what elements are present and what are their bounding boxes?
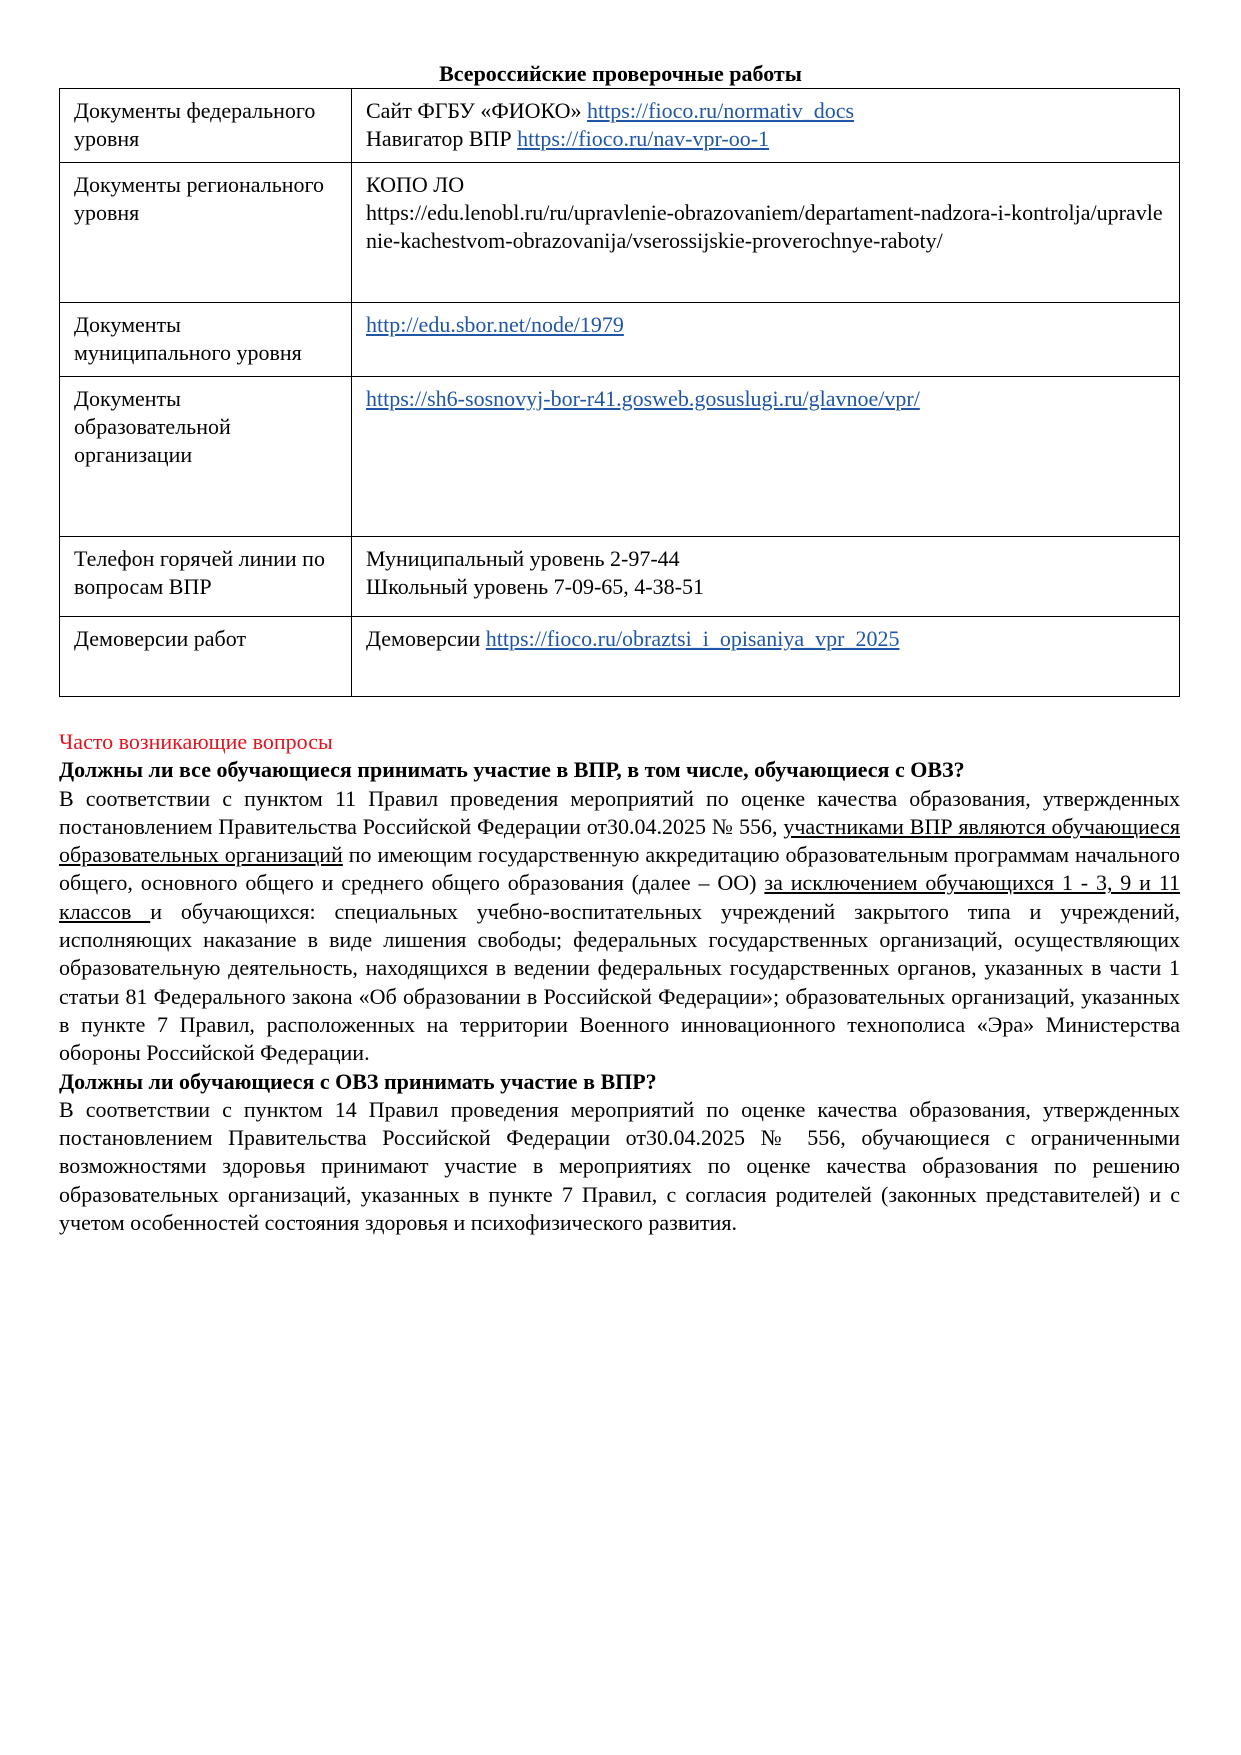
row-content — [352, 163, 1180, 303]
faq-question-1: Должны ли все обучающиеся принимать участие в ВПР, в том числе, обучающиеся с ОВЗ? — [59, 757, 965, 783]
table-row-federal — [60, 89, 1180, 163]
faq-answer-1: В соответствии с пунктом 11 Правил проведения мероприятий по оценке качества образования, утвержденных постановлением Правительства Российской Федерации от30.04.2025 № 556, участниками ВПР являются обучающиеся образовательных организаций по имеющим государственную аккредитацию образовательным программам начального общего, основного общего и среднего общего образования (далее – ОО) за исключением обучающихся 1 - 3, 9 и 11 классов и обучающихся: специальных учебно-воспитательных учреждений закрытого типа и учреждений, исполняющих наказание в виде лишения свободы; федеральных государственных организаций, осуществляющих образовательную деятельность, находящихся в ведении федеральных государственных органов, указанных в части 1 статьи 81 Федерального закона «Об образовании в Российской Федерации»; образовательных организаций, указанных в пункте 7 Правил, расположенных на территории Военного инновационного технополиса «Эра» Министерства обороны Российской Федерации. — [59, 785, 1180, 1066]
row-content — [352, 303, 1180, 377]
school-docs-link[interactable]: https://sh6-sosnovyj-bor-r41.gosweb.gosuslugi.ru/glavnoe/vpr/ — [366, 386, 920, 411]
row-label: Документы муниципального уровня — [60, 303, 352, 377]
row-label: Демоверсии работ — [60, 617, 352, 697]
content-line: КОПО ЛО — [366, 172, 465, 197]
content-line: Навигатор ВПР https://fioco.ru/nav-vpr-oo-1 — [366, 126, 770, 151]
content-line: Сайт ФГБУ «ФИОКО» https://fioco.ru/normativ_docs — [366, 98, 855, 123]
content-line: Школьный уровень 7-09-65, 4-38-51 — [366, 574, 704, 599]
faq-section — [59, 728, 1180, 1237]
row-label: Документы федерального уровня — [60, 89, 352, 163]
content-line: Муниципальный уровень 2-97-44 — [366, 546, 680, 571]
faq-answer-2: В соответствии с пунктом 14 Правил проведения мероприятий по оценке качества образования, утвержденных постановлением Правительства Российской Федерации от30.04.2025 № 556, обучающиеся с ограниченными возможностями здоровья принимают участие в мероприятиях по оценке качества образования по решению образовательных организаций, указанных в пункте 7 Правил, с согласия родителей (законных представителей) и с учетом особенностей состояния здоровья и психофизического развития. — [59, 1096, 1180, 1236]
table-row-demo — [60, 617, 1180, 697]
fioco-normativ-link[interactable]: https://fioco.ru/normativ_docs — [587, 98, 855, 123]
page-title: Всероссийские проверочные работы — [439, 61, 802, 86]
row-content — [352, 377, 1180, 537]
row-label: Документы образовательной организации — [60, 377, 352, 537]
table-row-regional — [60, 163, 1180, 303]
table-row-municipal — [60, 303, 1180, 377]
municipal-docs-link[interactable]: http://edu.sbor.net/node/1979 — [366, 312, 624, 337]
row-content — [352, 537, 1180, 617]
row-label: Телефон горячей линии по вопросам ВПР — [60, 537, 352, 617]
faq-question-2: Должны ли обучающиеся с ОВЗ принимать участие в ВПР? — [59, 1068, 657, 1094]
table-row-school — [60, 377, 1180, 537]
row-label: Документы регионального уровня — [60, 163, 352, 303]
table-row-hotline — [60, 537, 1180, 617]
row-content: Демоверсии https://fioco.ru/obraztsi_i_opisaniya_vpr_2025 — [352, 617, 1180, 697]
demo-versions-link[interactable]: https://fioco.ru/obraztsi_i_opisaniya_vpr_2025 — [485, 626, 900, 651]
regional-url-text: https://edu.lenobl.ru/ru/upravlenie-obrazovaniem/departament-nadzora-i-kontrolja/upravlenie-kachestvom-obrazovanija/vserossijskie-proverochnye-raboty/ — [366, 200, 1163, 253]
faq-heading: Часто возникающие вопросы — [59, 729, 333, 754]
documents-table — [59, 88, 1180, 697]
fioco-navigator-link[interactable]: https://fioco.ru/nav-vpr-oo-1 — [517, 126, 770, 151]
row-content — [352, 89, 1180, 163]
